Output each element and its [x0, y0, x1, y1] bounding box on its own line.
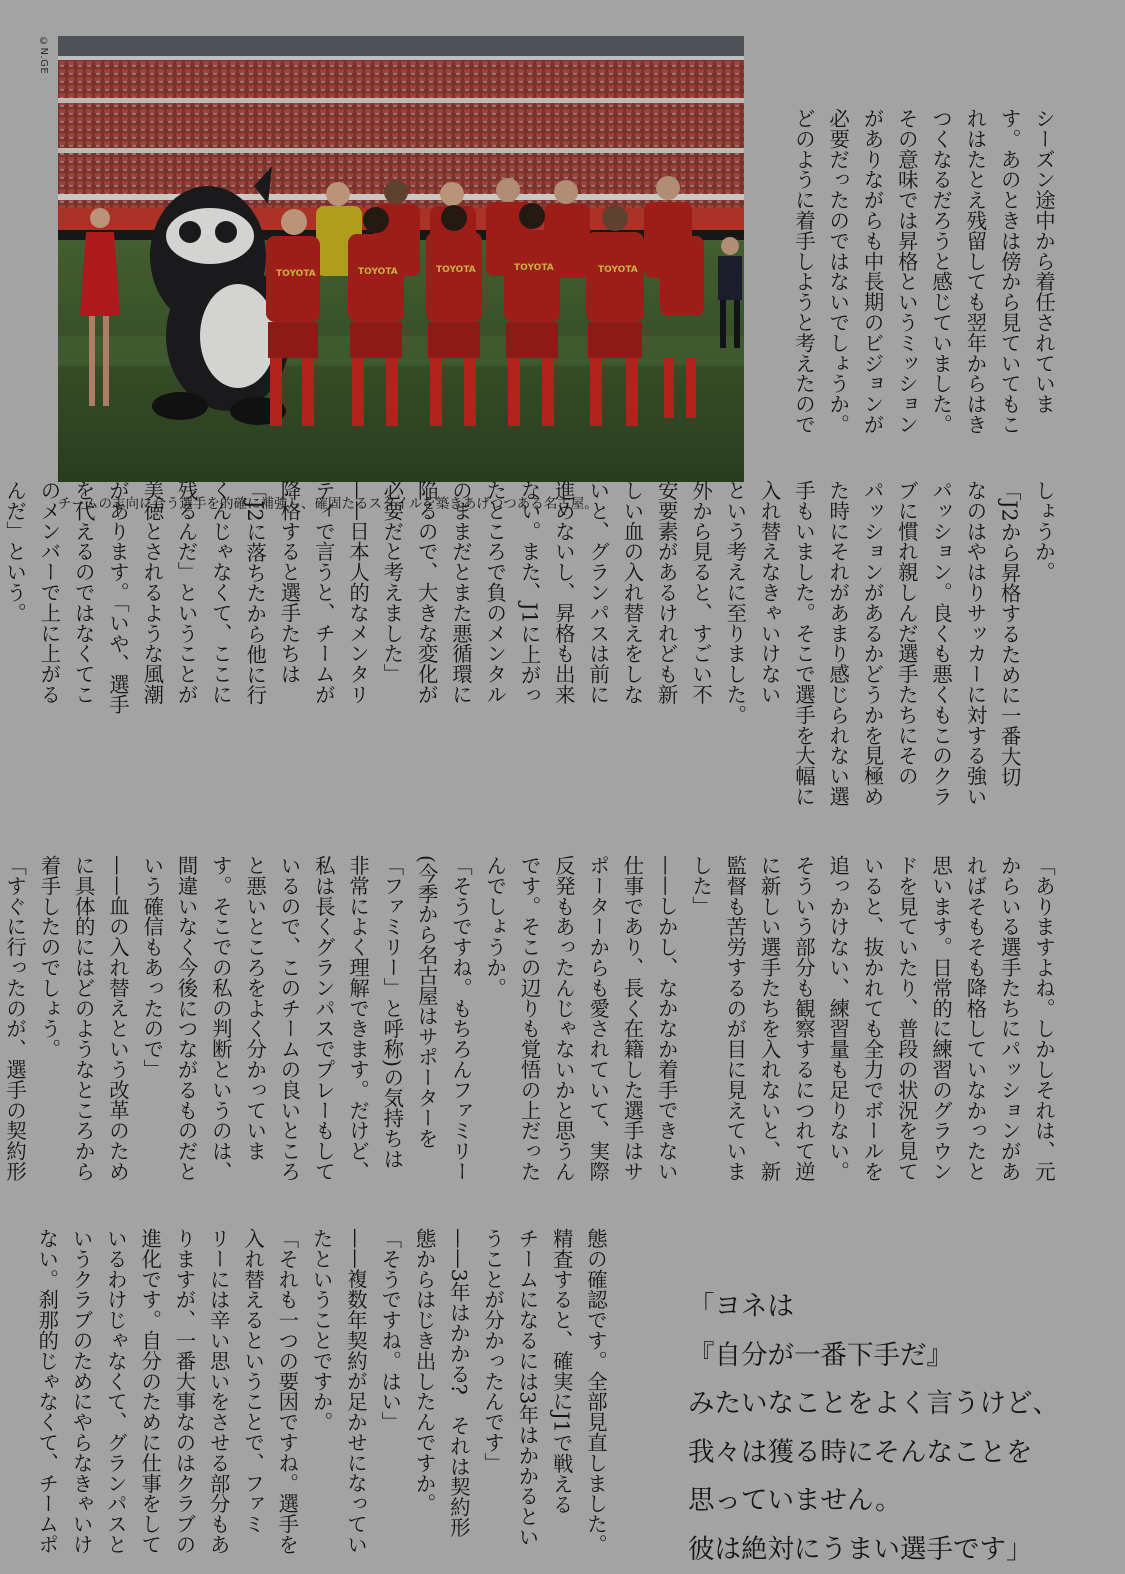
jersey-text: TOYOTA — [598, 265, 638, 275]
jersey-text: TOYOTA — [276, 269, 316, 279]
article-column-4: 態の確認です。全部見直しました。 精査すると、確実にJ1で戦える チームになるには3年はかかるとい うことが分かったんです」 ——3年はかかる? それは契約形 態からはじき出したんですか。 「そうですね。はい」 ——複数年契約が足かせになってい たということですか。 「それも一つの要因ですね。選手を 入れ替えるということで、ファミ リーには辛い思いをさせる部分もあ りますが、一番大事なのはクラブの 進化です。自分のために仕事をして いるわけじゃなくて、グランパスと いうクラブのためにやらなきゃいけ ない。刹那的じゃなくて、チームポ — [35, 1228, 608, 1555]
article-column-3: 「ありますよね。しかしそれは、元 からいる選手たちにパッションがあ ればそもそも降格していなかったと 思います。日常的に練習のグラウン ドを見ていたり、普段の状況を見て いると、抜かれても全力でボールを 追っかけない、練習量も足りない。 そういう部分も観察するにつれて逆 に新しい選手たちを入れないと、新 監督も苦労するのが目に見えていま した」 ——しかし、なかなか着手できない 仕事であり、長く在籍した選手はサ ポーターからも愛されていて、実際 反発もあったんじゃないかと思うん です。そこの辺りも覚悟の上だった んでしょうか。 「そうですね。もちろんファミリー (今季から名古屋はサポーターを 「ファミリー」と呼称)の気持ちは 非常によく理解できます。だけど、 私は長くグランパスでプレーもして いるので、このチームの良いところ と悪いところをよく分かっていま す。そこでの私の判断というのは、 間違いなく今後につながるものだと いう確信もあったので」 ——血の入れ替えという改革のため に具体的にはどのようなところから 着手したのでしょう。 「すぐに行ったのが、選手の契約形 — [3, 855, 1056, 1182]
jersey-text: TOYOTA — [514, 263, 554, 273]
jersey-text: TOYOTA — [436, 265, 476, 275]
pull-quote: 「ヨネは 『自分が一番下手だ』 みたいなことをよく言うけど、 我々は獲る時にそんなことを 思っていません。 彼は絶対にうまい選手です」 — [688, 1291, 1059, 1565]
team-photo — [58, 36, 744, 482]
photo-caption: チームの志向に合う選手を的確に補強し、確固たるスタイルを築きあげつつある名古屋。 — [58, 496, 598, 512]
jersey-text: TOYOTA — [358, 267, 398, 277]
photo-credit: ©N.GE — [38, 36, 49, 75]
article-column-1: シーズン途中から着任されていま す。あのときは傍から見ていてもこ れはたとえ残留しても翌年からはき つくなるだろうと感じていました。 その意味では昇格というミッション がありながらも中長期のビジョンが 必要だったのではないでしょうか。 どのように着手しようと考えたので — [791, 108, 1056, 435]
article-column-2: しょうか。 「J2から昇格するために一番大切 なのはやはりサッカーに対する強い パッション。良くも悪くもこのクラ ブに慣れ親しんだ選手たちにその パッションがあるかどうかを見極め た時にそれがあまり感じられない選 手もいました。そこで選手を大幅に 入れ替えなきゃいけない という考えに至りました。 外から見ると、すごい不 安要素があるけれども新 しい血の入れ替えをしな いと、グランパスは前に 進めないし、昇格も出来 ない。また、J1に上がっ たところで負のメンタル のままだとまた悪循環に 陥るので、大きな変化が 必要だと考えました」 ——日本人的なメンタリ ティで言うと、チームが 降格すると選手たちは 「J2に落ちたから他に行 くんじゃなくて、ここに 残るんだ」ということが 美徳とされるような風潮 があります。「いや、選手 を代えるのではなくてこ のメンバーで上に上がる んだ」という。 — [3, 480, 1056, 807]
